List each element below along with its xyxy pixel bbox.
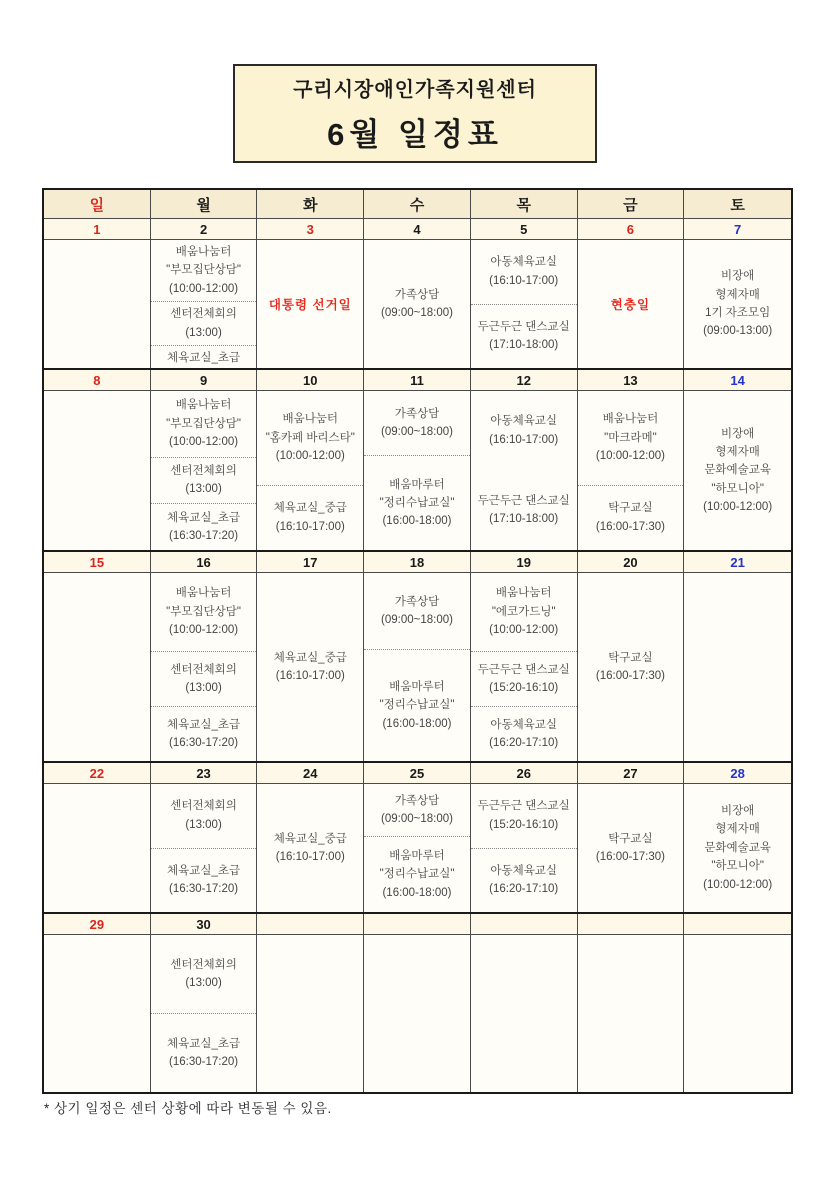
event-line: (16:30-17:20) <box>169 530 239 543</box>
schedule-event <box>471 391 577 471</box>
event-line: (15:20-16:10) <box>489 682 559 694</box>
event-line: 형제자매 <box>715 445 760 458</box>
event-line: "부모집단상담" <box>166 417 241 430</box>
schedule-event <box>471 304 577 369</box>
event-line: 배움나눔터 <box>495 587 552 600</box>
schedule-event <box>578 573 684 761</box>
schedule-event <box>578 485 684 550</box>
event-line: 탁구교실 <box>608 651 653 664</box>
event-line: (13:00) <box>185 977 222 989</box>
weekday-label: 수 <box>364 190 471 218</box>
date-row <box>44 219 791 240</box>
schedule-event <box>684 784 791 912</box>
date-number <box>684 914 791 934</box>
schedule-event <box>364 455 470 550</box>
day-cell <box>257 391 364 550</box>
date-number: 22 <box>44 763 151 783</box>
date-number: 18 <box>364 552 471 572</box>
day-cell <box>257 573 364 761</box>
event-line: 체육교실_초급 <box>167 511 241 524</box>
event-line: "홈카페 바리스타" <box>265 431 355 444</box>
date-number: 2 <box>151 219 258 239</box>
date-number: 3 <box>257 219 364 239</box>
date-number: 30 <box>151 914 258 934</box>
date-number: 25 <box>364 763 471 783</box>
day-cell <box>684 935 791 1092</box>
event-line: (16:00-18:00) <box>382 515 452 528</box>
event-line: (09:00~18:00) <box>381 614 453 626</box>
holiday-label: 대통령 선거일 <box>268 298 352 312</box>
date-number <box>471 914 578 934</box>
event-line: (10:00-12:00) <box>169 282 239 295</box>
schedule-event <box>257 391 363 485</box>
footnote: * 상기 일정은 센터 상황에 따라 변동될 수 있음. <box>44 1101 332 1116</box>
schedule-event <box>257 784 363 912</box>
schedule-event <box>578 784 684 912</box>
event-line: (10:00-12:00) <box>595 449 665 462</box>
date-number: 21 <box>730 555 745 570</box>
event-line: "에코가드닝" <box>491 605 556 618</box>
event-line: (10:00-12:00) <box>489 624 559 637</box>
day-cell <box>151 784 258 912</box>
schedule-event <box>471 706 577 761</box>
event-line: (13:00) <box>185 326 222 339</box>
event-line: "정리수납교실" <box>379 497 455 509</box>
date-number: 12 <box>471 370 578 390</box>
event-line: (10:00-12:00) <box>169 435 239 448</box>
day-cell <box>684 784 791 912</box>
event-line: (09:00~18:00) <box>381 813 453 825</box>
week-content-row <box>44 573 791 763</box>
date-number: 27 <box>578 763 685 783</box>
event-line: (13:00) <box>185 483 222 496</box>
weekday-label: 목 <box>471 190 578 218</box>
event-line: (10:00-12:00) <box>703 878 773 891</box>
event-line: "부모집단상담" <box>166 264 241 277</box>
day-cell <box>684 391 791 550</box>
date-row <box>44 914 791 935</box>
weekday-label: 토 <box>730 197 745 214</box>
schedule-event <box>151 345 257 368</box>
schedule-event <box>151 301 257 345</box>
event-line: (17:10-18:00) <box>489 513 559 526</box>
event-line: (16:10-17:00) <box>275 851 345 863</box>
day-cell <box>151 935 258 1092</box>
event-line: 배움나눔터 <box>282 413 339 426</box>
date-number: 15 <box>44 552 151 572</box>
day-cell <box>364 935 471 1092</box>
date-number: 14 <box>730 373 745 388</box>
event-line: 센터전체회의 <box>170 800 237 813</box>
day-cell <box>471 240 578 368</box>
event-line: 체육교실_중급 <box>273 651 347 664</box>
day-cell <box>44 240 151 368</box>
event-line: 형제자매 <box>715 823 760 836</box>
event-line: (17:10-18:00) <box>489 339 559 352</box>
event-line: 비장애 <box>720 270 755 283</box>
date-number: 5 <box>471 219 578 239</box>
event-line: (09:00~18:00) <box>381 426 453 439</box>
event-line: "하모니아" <box>711 482 764 495</box>
date-number: 24 <box>257 763 364 783</box>
event-line <box>169 367 238 368</box>
event-line: (16:30-17:20) <box>169 1056 239 1068</box>
event-line: 두근두근 댄스교실 <box>477 320 570 333</box>
schedule-event <box>578 391 684 485</box>
event-line: (16:10-17:00) <box>275 520 345 533</box>
schedule-event <box>364 784 470 836</box>
schedule-event <box>471 784 577 848</box>
event-line: 체육교실_중급 <box>273 502 347 515</box>
event-line: 두근두근 댄스교실 <box>477 800 570 813</box>
page-title: 6월 일정표 <box>327 117 503 152</box>
event-line: (16:10-17:00) <box>275 670 345 682</box>
event-line: (16:00-18:00) <box>382 886 452 899</box>
schedule-event <box>364 391 470 455</box>
date-number: 1 <box>44 219 151 239</box>
event-line: 비장애 <box>720 427 755 440</box>
day-cell <box>578 573 685 761</box>
event-line: 센터전체회의 <box>170 308 237 321</box>
schedule-event <box>257 485 363 550</box>
day-cell <box>578 240 685 368</box>
event-line: "부모집단상담" <box>166 605 241 618</box>
schedule-event <box>471 573 577 651</box>
calendar-table <box>42 188 793 1094</box>
weekday-label: 월 <box>151 190 258 218</box>
event-line: 체육교실_초급 <box>167 351 241 364</box>
event-line: "정리수납교실" <box>379 868 455 881</box>
schedule-event <box>364 649 470 761</box>
day-cell <box>684 240 791 368</box>
day-cell <box>471 935 578 1092</box>
day-cell <box>151 573 258 761</box>
event-line: (16:00-17:30) <box>595 670 665 682</box>
event-line: 두근두근 댄스교실 <box>477 663 570 676</box>
event-line: 센터전체회의 <box>170 663 237 676</box>
date-row <box>44 763 791 784</box>
date-number: 13 <box>578 370 685 390</box>
day-cell <box>151 391 258 550</box>
date-number: 9 <box>151 370 258 390</box>
day-cell <box>257 784 364 912</box>
event-line: (16:30-17:20) <box>169 883 239 896</box>
event-line: (13:00) <box>185 818 222 831</box>
schedule-event <box>684 391 791 550</box>
day-cell <box>44 573 151 761</box>
event-line: 가족상담 <box>394 288 440 301</box>
day-cell <box>364 240 471 368</box>
event-line: (16:30-17:20) <box>169 737 239 749</box>
date-number: 17 <box>257 552 364 572</box>
event-line: 배움마루터 <box>389 478 445 491</box>
day-cell <box>471 391 578 550</box>
weekday-header-row <box>44 190 791 219</box>
org-name: 구리시장애인가족지원센터 <box>293 79 537 101</box>
day-cell <box>578 935 685 1092</box>
day-cell <box>364 573 471 761</box>
date-number: 23 <box>151 763 258 783</box>
date-number: 26 <box>471 763 578 783</box>
schedule-event <box>151 651 257 706</box>
schedule-event <box>364 836 470 912</box>
day-cell <box>257 935 364 1092</box>
event-line: (10:00-12:00) <box>275 449 345 462</box>
event-line: 배움마루터 <box>389 680 445 693</box>
date-number: 7 <box>734 222 742 237</box>
event-line: (15:20-16:10) <box>489 818 559 831</box>
event-line: 센터전체회의 <box>170 465 237 478</box>
date-number: 6 <box>578 219 685 239</box>
title-box <box>233 64 597 163</box>
week-content-row <box>44 784 791 914</box>
day-cell <box>257 240 364 368</box>
date-number <box>578 914 685 934</box>
day-cell <box>364 391 471 550</box>
date-number: 28 <box>730 766 745 781</box>
event-line: 배움나눔터 <box>175 399 232 412</box>
event-line: (16:10-17:00) <box>489 274 559 287</box>
event-line: 두근두근 댄스교실 <box>477 494 570 507</box>
date-number: 11 <box>364 370 471 390</box>
schedule-event <box>684 240 791 368</box>
day-cell <box>471 573 578 761</box>
date-row <box>44 370 791 391</box>
event-line: 체육교실_초급 <box>167 718 241 731</box>
week-content-row <box>44 935 791 1092</box>
day-cell <box>44 935 151 1092</box>
event-line: (16:10-17:00) <box>489 433 559 446</box>
schedule-event <box>151 503 257 550</box>
event-line: "하모니아" <box>711 860 764 873</box>
schedule-event <box>151 784 257 848</box>
event-line: (13:00) <box>185 682 222 694</box>
event-line: 형제자매 <box>715 288 760 301</box>
event-line: (10:00-12:00) <box>703 501 773 514</box>
date-number <box>364 914 471 934</box>
event-line: 1기 자조모임 <box>705 307 771 319</box>
event-line: 가족상담 <box>394 407 440 420</box>
schedule-event <box>151 240 257 301</box>
date-number: 16 <box>151 552 258 572</box>
event-line: 문화예술교육 <box>704 464 771 477</box>
event-line: (16:20-17:10) <box>489 737 559 749</box>
event-line: (16:00-17:30) <box>595 520 665 533</box>
weekday-label: 일 <box>44 190 151 218</box>
schedule-event <box>364 240 470 368</box>
event-line: 체육교실_초급 <box>167 1037 241 1050</box>
event-line: 가족상담 <box>394 595 440 608</box>
event-line: 아동체육교실 <box>490 415 558 428</box>
day-cell <box>364 784 471 912</box>
schedule-event <box>151 391 257 457</box>
event-line: (09:00-13:00) <box>703 325 773 338</box>
date-number: 29 <box>44 914 151 934</box>
event-line: (16:20-17:10) <box>489 883 559 896</box>
event-line: 탁구교실 <box>608 502 653 515</box>
date-number: 19 <box>471 552 578 572</box>
schedule-event <box>471 651 577 706</box>
event-line: 센터전체회의 <box>170 958 237 971</box>
date-number <box>257 914 364 934</box>
schedule-event <box>151 706 257 761</box>
event-line: 문화예술교육 <box>704 841 771 854</box>
event-line: 가족상담 <box>394 794 440 807</box>
event-line: 아동체육교실 <box>490 718 558 731</box>
event-line: "마크라메" <box>604 431 657 444</box>
date-number: 20 <box>578 552 685 572</box>
week-content-row <box>44 391 791 552</box>
schedule-event <box>151 935 257 1013</box>
day-cell <box>44 391 151 550</box>
event-line: 체육교실_초급 <box>167 864 241 877</box>
event-line: 배움마루터 <box>389 849 445 862</box>
schedule-event <box>151 848 257 913</box>
schedule-event <box>257 573 363 761</box>
day-cell <box>578 784 685 912</box>
day-cell <box>151 240 258 368</box>
schedule-event <box>151 457 257 504</box>
event-line: 아동체육교실 <box>490 256 558 269</box>
schedule-event <box>364 573 470 649</box>
schedule-event <box>151 573 257 651</box>
schedule-event <box>471 848 577 913</box>
schedule-event <box>471 240 577 304</box>
week-content-row <box>44 240 791 370</box>
event-line: 아동체육교실 <box>490 864 558 877</box>
date-row <box>44 552 791 573</box>
event-line: 비장애 <box>720 805 755 818</box>
date-number: 4 <box>364 219 471 239</box>
weekday-label: 금 <box>578 190 685 218</box>
event-line: 탁구교실 <box>608 832 653 845</box>
event-line: (09:00~18:00) <box>381 307 453 319</box>
date-number: 10 <box>257 370 364 390</box>
holiday-label: 현충일 <box>610 298 651 312</box>
day-cell <box>578 391 685 550</box>
day-cell <box>684 573 791 761</box>
day-cell <box>44 784 151 912</box>
date-number: 8 <box>44 370 151 390</box>
event-line: 체육교실_중급 <box>273 832 347 845</box>
weekday-label: 화 <box>257 190 364 218</box>
event-line: 배움나눔터 <box>175 246 232 258</box>
schedule-event <box>151 1013 257 1092</box>
event-line: 배움나눔터 <box>175 587 232 600</box>
event-line: 배움나눔터 <box>602 413 659 426</box>
event-line: (16:00-18:00) <box>382 717 452 730</box>
event-line: (16:00-17:30) <box>595 851 665 863</box>
event-line: (10:00-12:00) <box>169 624 239 637</box>
schedule-event <box>471 471 577 551</box>
day-cell <box>471 784 578 912</box>
event-line: "정리수납교실" <box>379 699 455 712</box>
